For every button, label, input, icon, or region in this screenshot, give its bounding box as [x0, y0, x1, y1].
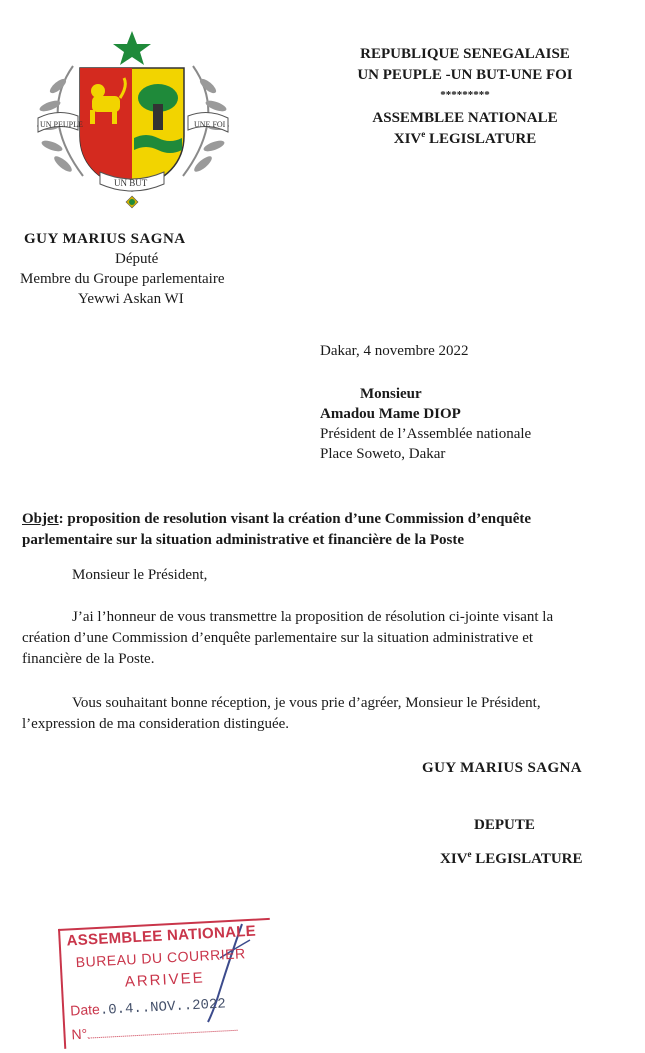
- stamp-line1: ASSEMBLEE NATIONALE: [66, 922, 257, 950]
- ribbon-center: UN BUT: [114, 178, 148, 188]
- signature-role: DEPUTE: [474, 817, 535, 833]
- sender-group-name: Yewwi Askan WI: [78, 291, 184, 307]
- signature-legislature: XIVe LEGISLATURE: [440, 849, 583, 867]
- country-name: REPUBLIQUE SENEGALAISE: [360, 46, 570, 62]
- recipient-address: Place Soweto, Dakar: [320, 446, 446, 462]
- sender-name: GUY MARIUS SAGNA: [24, 231, 186, 247]
- letter-object: [22, 509, 630, 551]
- signature-name: GUY MARIUS SAGNA: [422, 760, 583, 776]
- sender-block: [20, 229, 270, 309]
- sender-title: Député: [115, 251, 159, 267]
- recipient-name: Amadou Mame DIOP: [320, 406, 461, 422]
- header-separator: *********: [440, 89, 490, 101]
- ribbon-left: UN PEUPLE: [40, 120, 83, 129]
- paragraph-1: J’ai l’honneur de vous transmettre la proposition de résolution ci-jointe visant la création d’une Commission d’enquête parlementaire sur la situation administrative et financière de la Poste.: [22, 609, 554, 667]
- stamp-line3: ARRIVEE: [124, 969, 206, 991]
- paragraph-2: Vous souhaitant bonne réception, je vous prie d’agréer, Monsieur le Président, l’expression de ma consideration distinguée.: [22, 695, 541, 732]
- stamp-date: Date.0.4..NOV..2022: [69, 996, 227, 1019]
- coat-of-arms: [28, 26, 238, 216]
- star-icon: [113, 31, 151, 65]
- recipient-salutation: Monsieur: [360, 386, 422, 402]
- ribbon-right: UNE FOI: [194, 120, 226, 129]
- object-label: Objet: [22, 511, 59, 527]
- stamp-number: N°: [71, 1018, 237, 1043]
- stamp-line2: BUREAU DU COURRIER: [75, 945, 246, 971]
- date-place: Dakar, 4 novembre 2022: [320, 343, 469, 359]
- object-text-line2: parlementaire sur la situation administrative et financière de la Poste: [22, 532, 465, 548]
- recipient-role: Président de l’Assemblée nationale: [320, 426, 532, 442]
- sender-group: Membre du Groupe parlementaire: [20, 271, 225, 287]
- recipient-block: [320, 384, 630, 464]
- institution-name: ASSEMBLEE NATIONALE: [372, 110, 558, 126]
- object-text-line1: : proposition de resolution visant la création d’une Commission d’enquête: [58, 511, 532, 527]
- letterhead: [300, 44, 630, 150]
- greeting: Monsieur le Président,: [72, 567, 208, 583]
- stamp-date-value: .0.4..NOV..2022: [99, 996, 227, 1019]
- reception-stamp: [58, 918, 276, 1049]
- national-motto: UN PEUPLE -UN BUT-UNE FOI: [357, 67, 573, 83]
- legislature: XIVe LEGISLATURE: [393, 129, 537, 147]
